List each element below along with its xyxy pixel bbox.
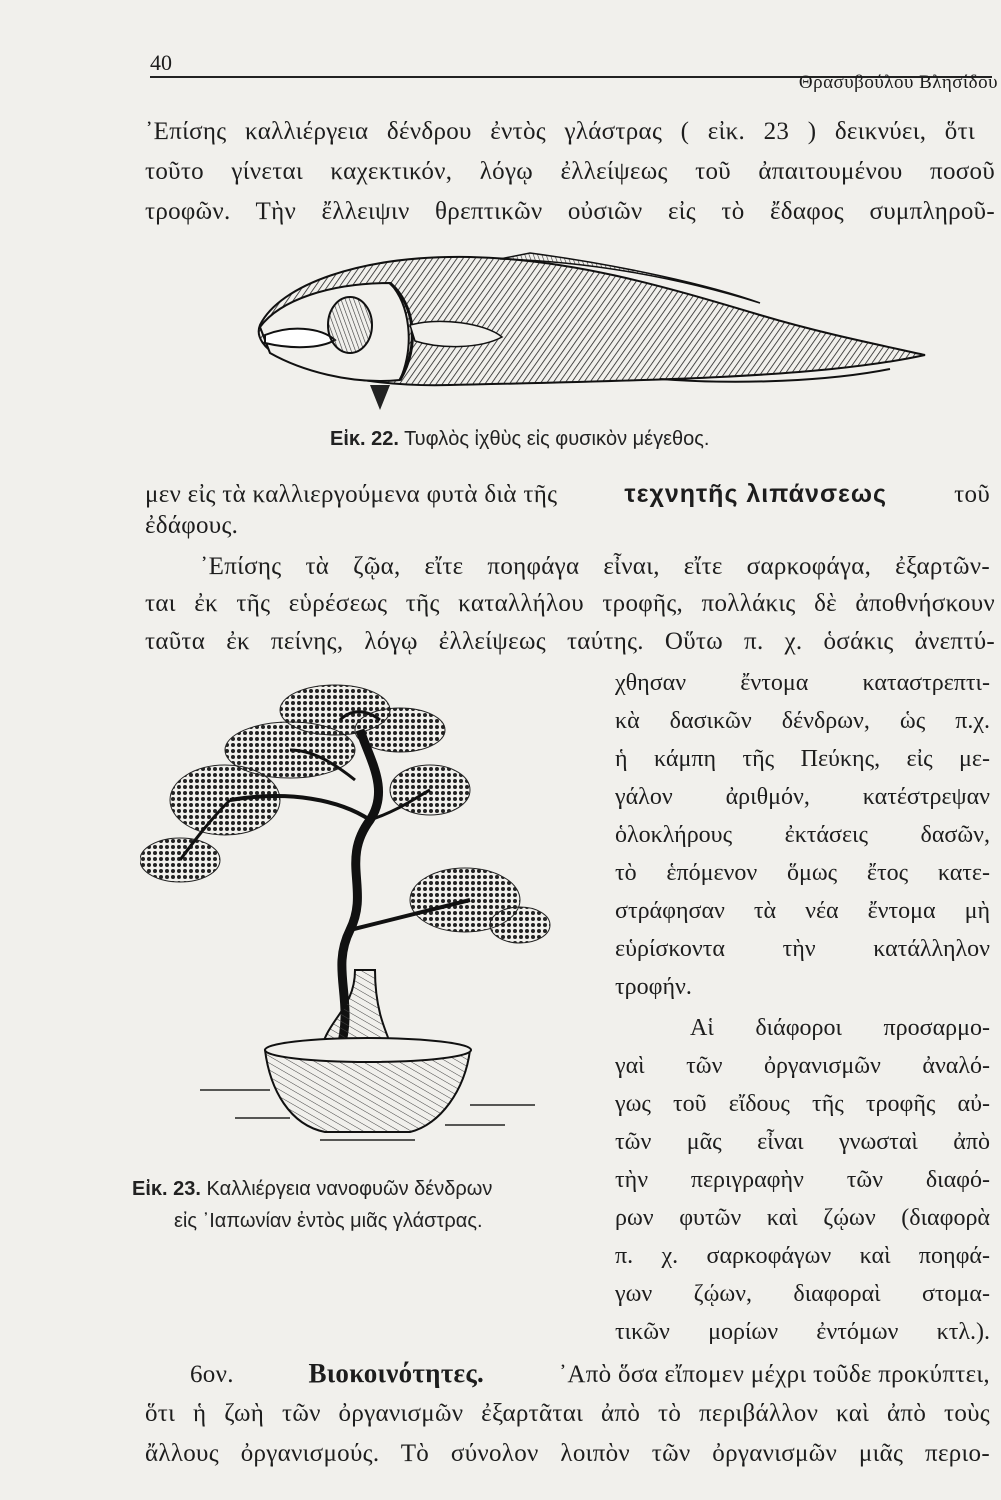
column-line-13: τῶν μᾶς εἶναι γνωσταὶ ἀπὸ [615,1129,990,1155]
para4-line3: ἄλλους ὀργανισμούς. Τὸ σύνολον λοιπὸν τῶν ὀργανισμῶν μιᾶς περιο- [145,1440,990,1467]
page-header [150,48,1000,98]
para2-line1-end: τοῦ [954,481,990,508]
bonsai-tree-illustration [140,670,595,1160]
figure-23-caption-line1 [132,1178,492,1201]
para2-bold-term: τεχνητῆς λιπάνσεως [624,480,888,508]
column-line-14: τὴν περιγραφὴν τῶν διαφό- [615,1167,990,1193]
figure-22-text: Τυφλὸς ἰχθὺς εἰς φυσικὸν μέγεθος. [404,428,710,450]
figure-23-label: Εἰκ. 23. [132,1178,201,1200]
column-line-4: γάλον ἀριθμόν, κατέστρεψαν [615,784,990,810]
column-line-16: π. χ. σαρκοφάγων καὶ ποηφά- [615,1243,990,1269]
column-line-10: Αἱ διάφοροι προσαρμο- [690,1015,990,1041]
figure-23-text-1: Καλλιέργεια νανοφυῶν δένδρων [206,1178,493,1200]
para2-line2: ἐδάφους. [145,512,239,539]
section-heading: Βιοκοινότητες. [308,1358,485,1388]
page-number: 40 [150,50,172,75]
running-head: Θρασυβούλου Βλησίδου [798,72,998,93]
para3-line1: ᾿Επίσης τὰ ζῷα, εἴτε ποηφάγα εἶναι, εἴτε σαρκοφάγα, ἐξαρτῶν- [200,553,990,580]
para4-line1 [190,1358,990,1389]
para3-line2: ται ἐκ τῆς εὑρέσεως τῆς καταλλήλου τροφῆς, πολλάκις δὲ ἀποθνήσκουν [145,590,995,617]
column-line-2: κὰ δασικῶν δένδρων, ὡς π.χ. [615,708,990,734]
para1-line1: ᾿Επίσης καλλιέργεια δένδρου ἐντὸς γλάστρας ( εἰκ. 23 ) δεικνύει, ὅτι [145,118,975,145]
column-line-11: γαὶ τῶν ὀργανισμῶν ἀναλό- [615,1053,990,1079]
figure-23-caption-line2: εἰς ᾿Ιαπωνίαν ἐντὸς μιᾶς γλάστρας. [174,1210,483,1232]
figure-22-caption [330,428,709,451]
column-line-7: στράφησαν τὰ νέα ἔντομα μὴ [615,898,990,924]
fish-illustration [240,245,930,420]
column-line-6: τὸ ἑπόμενον ὅμως ἔτος κατε- [615,860,990,886]
column-line-12: γως τοῦ εἴδους τῆς τροφῆς αὐ- [615,1091,990,1117]
column-line-18: τικῶν μορίων ἐντόμων κτλ.). [615,1319,990,1345]
figure-22-label: Εἰκ. 22. [330,428,399,450]
para4-line2: ὅτι ἡ ζωὴ τῶν ὀργανισμῶν ἐξαρτᾶται ἀπὸ τὸ περιβάλλον καὶ ἀπὸ τοὺς [145,1400,990,1427]
para4-line1-rest: ᾿Απὸ ὅσα εἴπομεν μέχρι τοῦδε προκύπτει, [558,1361,990,1388]
para1-line3: τροφῶν. Τὴν ἔλλειψιν θρεπτικῶν οὐσιῶν εἰς τὸ ἔδαφος συμπληροῦ- [145,198,995,225]
column-line-3: ἡ κάμπη τῆς Πεύκης, εἰς με- [615,746,990,772]
column-line-17: γων ζῴων, διαφοραὶ στομα- [615,1281,990,1307]
para2-line1 [145,480,990,509]
section-number: 6ον. [190,1361,234,1388]
column-line-5: ὁλοκλήρους ἐκτάσεις δασῶν, [615,822,990,848]
para3-line3: ταῦτα ἐκ πείνης, λόγῳ ἐλλείψεως ταύτης. Οὕτω π. χ. ὁσάκις ἀνεπτύ- [145,628,995,655]
column-line-8: εὑρίσκοντα τὴν κατάλληλον [615,936,990,962]
column-line-1: χθησαν ἔντομα καταστρεπτι- [615,670,990,696]
column-line-9: τροφήν. [615,974,692,1000]
para2-line1-start: μεν εἰς τὰ καλλιεργούμενα φυτὰ διὰ τῆς [145,481,558,508]
column-line-15: ρων φυτῶν καὶ ζῴων (διαφορὰ [615,1205,990,1231]
para1-line2: τοῦτο γίνεται καχεκτικόν, λόγῳ ἐλλείψεως τοῦ ἀπαιτουμένου ποσοῦ [145,158,995,185]
